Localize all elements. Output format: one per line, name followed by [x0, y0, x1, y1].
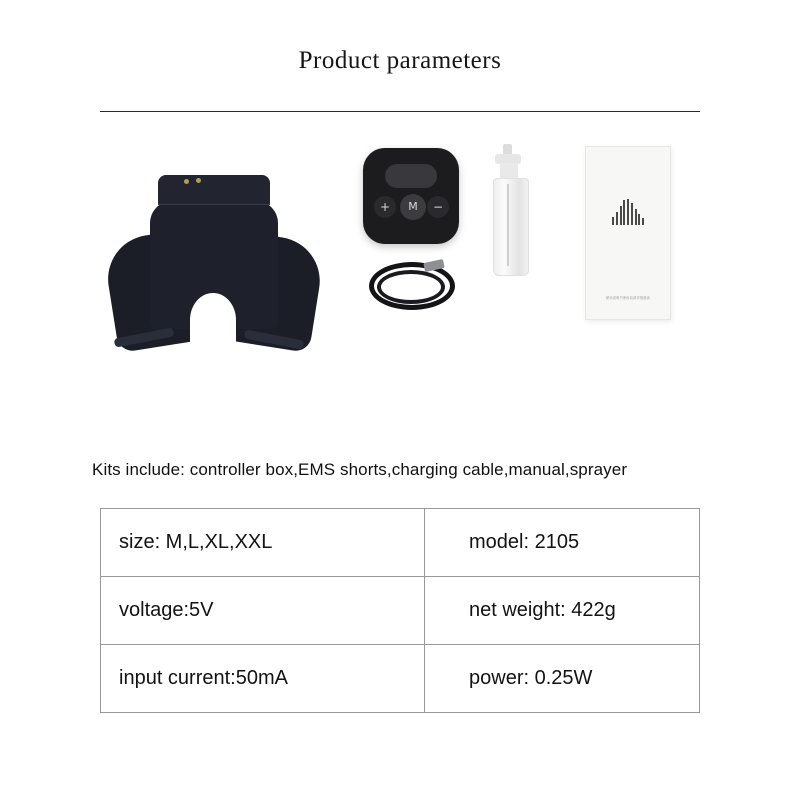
spec-input-current: input current:50mA: [101, 645, 425, 713]
spec-model: model: 2105: [425, 509, 700, 577]
title-divider: [100, 111, 700, 112]
manual-booklet-image: [585, 146, 671, 320]
table-row: [101, 509, 700, 577]
spec-net-weight: net weight: 422g: [425, 577, 700, 645]
spec-voltage: voltage:5V: [101, 577, 425, 645]
sprayer-bottle-image: [487, 144, 535, 274]
spec-power: power: 0.25W: [425, 645, 700, 713]
table-row: [101, 645, 700, 713]
cable-inner-coil: [377, 270, 445, 304]
controller-screen: [385, 164, 437, 188]
controller-mode-button: M: [400, 194, 426, 220]
specifications-table: [100, 508, 700, 713]
sprayer-dip-tube: [507, 184, 509, 266]
product-gallery: [0, 130, 800, 430]
controller-box-image: [363, 148, 459, 244]
spec-size: size: M,L,XL,XXL: [101, 509, 425, 577]
charging-cable-image: [369, 260, 451, 308]
controller-plus-button: +: [374, 196, 396, 218]
table-row: [101, 577, 700, 645]
kits-include-text: Kits include: controller box,EMS shorts,charging cable,manual,sprayer: [92, 460, 628, 479]
ems-shorts-image: [104, 175, 322, 367]
manual-caption: 使用说明书使用前请详细阅读: [605, 295, 651, 300]
sprayer-body: [493, 178, 529, 276]
sprayer-neck: [500, 163, 518, 179]
manual-logo-icon: [612, 199, 644, 225]
page-title: Product parameters: [298, 47, 502, 74]
controller-minus-button: −: [427, 196, 449, 218]
shorts-waistband: [158, 175, 270, 205]
shorts-snap-icon: [184, 179, 189, 184]
shorts-crotch-gap: [190, 293, 236, 347]
shorts-snap-icon: [196, 178, 201, 183]
